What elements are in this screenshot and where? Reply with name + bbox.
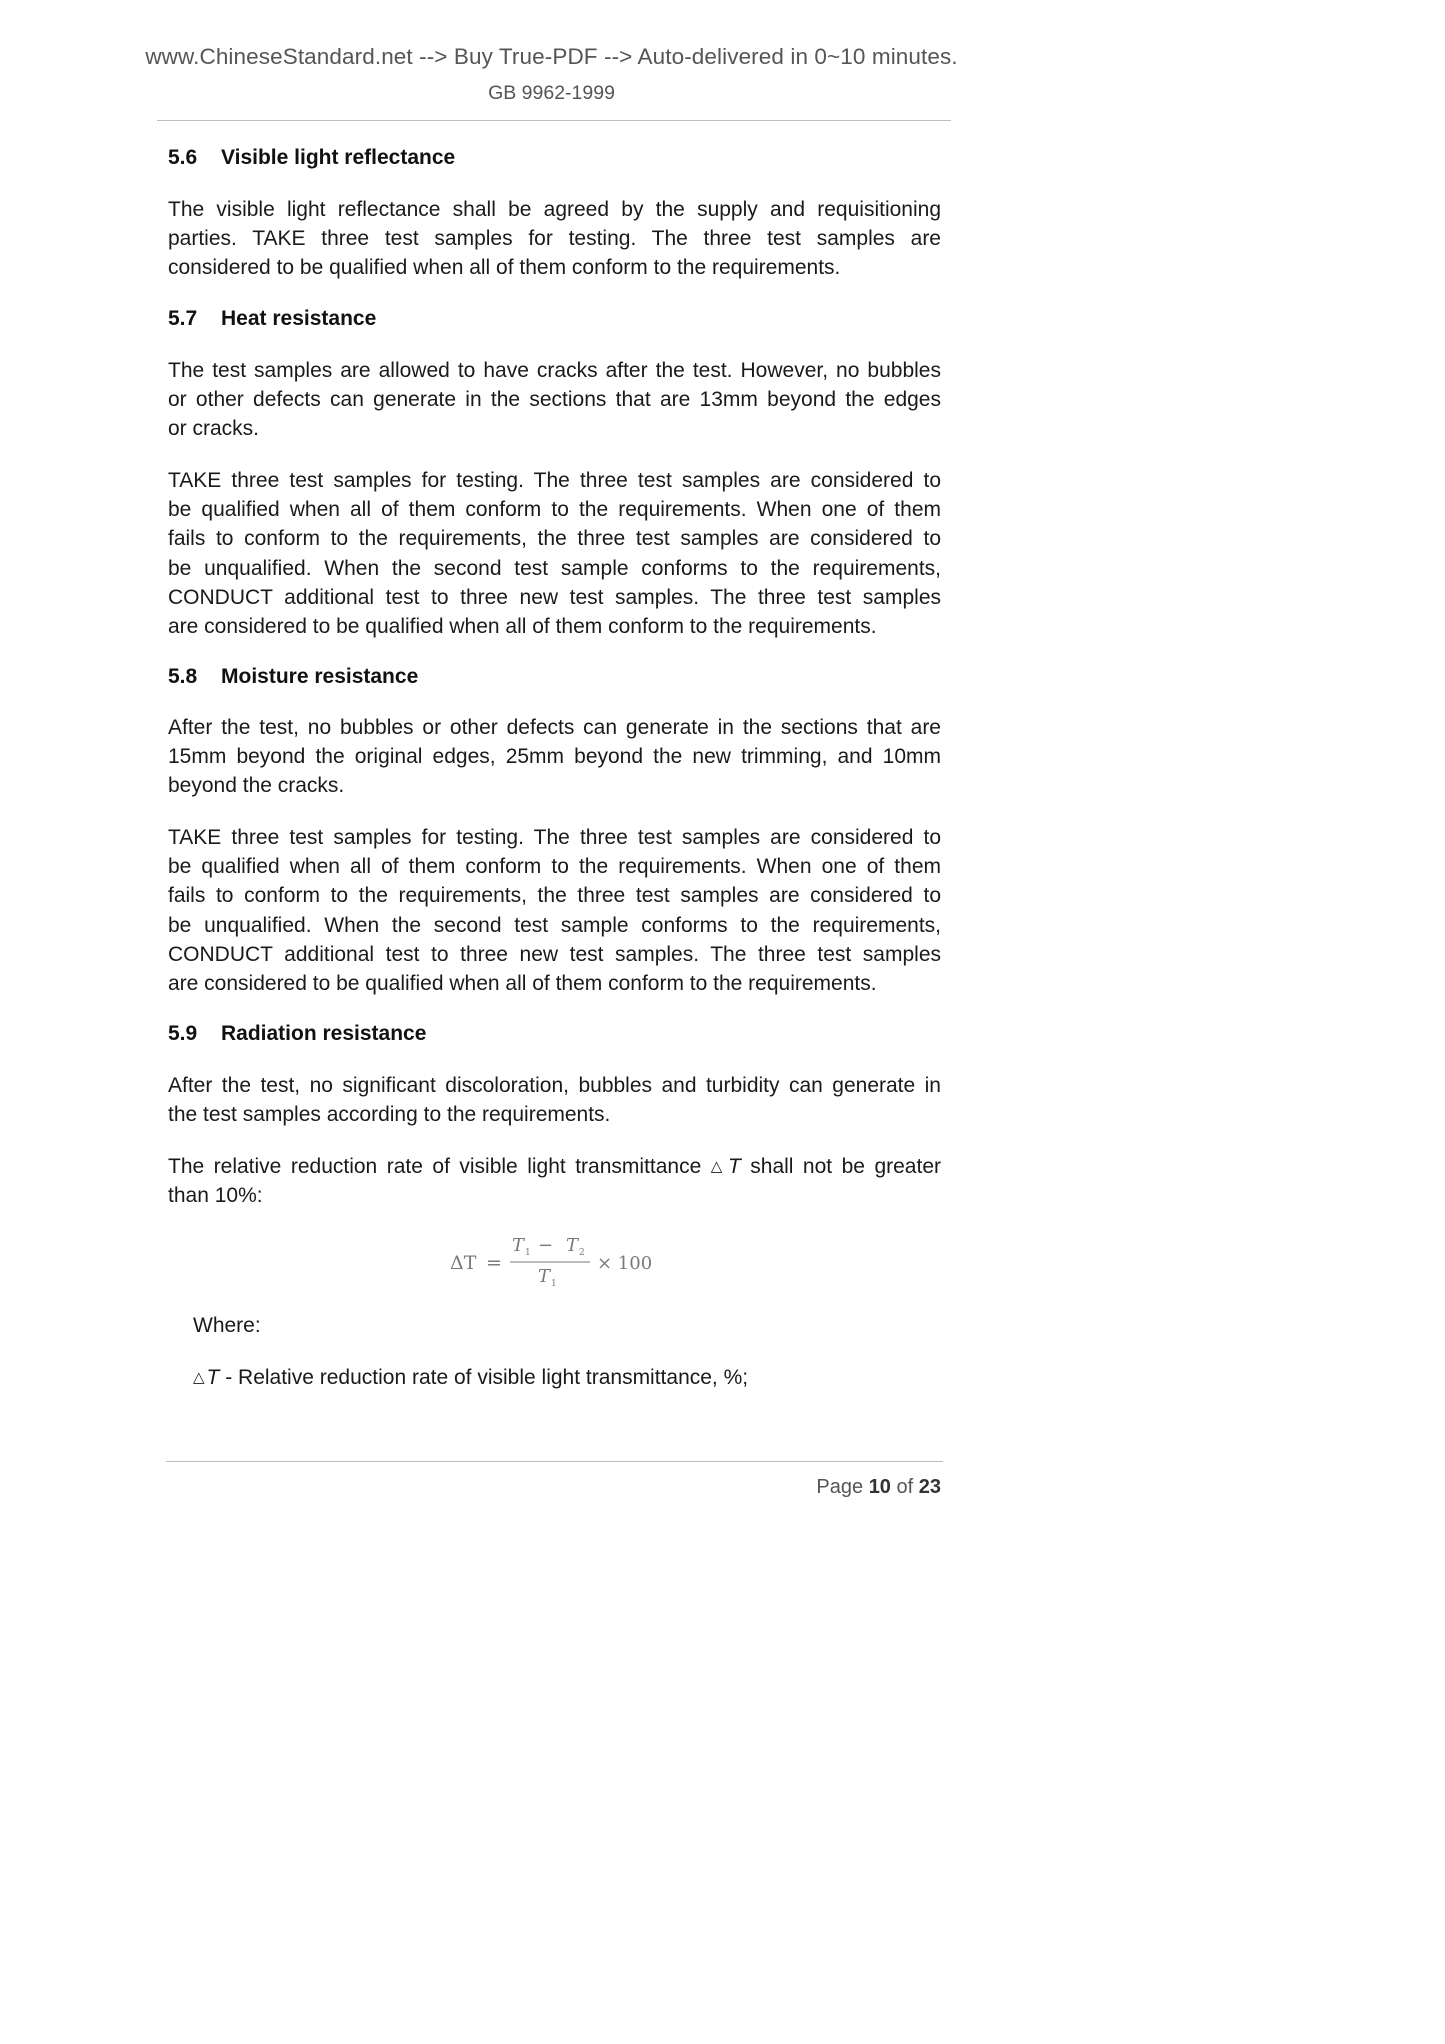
- section-number: 5.6: [168, 146, 198, 169]
- text-line: the test samples according to the requirements.: [168, 1103, 611, 1127]
- text-line: After the test, no significant discoloration, bubbles and turbidity can generate in: [168, 1074, 941, 1097]
- header-divider: [157, 120, 951, 121]
- formula-den-sub: 1: [551, 1279, 557, 1289]
- paragraph: [168, 1071, 941, 1129]
- paragraph: [168, 466, 941, 641]
- formula-num-b: T: [566, 1235, 579, 1256]
- section-heading-5-9: [168, 1022, 426, 1046]
- formula-lhs: ΔT: [450, 1252, 477, 1274]
- total-pages: 23: [918, 1476, 941, 1498]
- section-title: Heat resistance: [221, 307, 377, 330]
- text-line: are considered to be qualified when all of them conform to the requirements.: [168, 971, 877, 995]
- text-line: than 10%:: [168, 1184, 263, 1208]
- text-line: The test samples are allowed to have cracks after the test. However, no bubbles: [168, 359, 941, 382]
- text-line: TAKE three test samples for testing. The three test samples are considered to: [168, 826, 941, 849]
- header-standard-number: GB 9962-1999: [488, 82, 615, 104]
- section-title: Radiation resistance: [221, 1022, 427, 1045]
- text-line: fails to conform to the requirements, the three test samples are considered to: [168, 884, 941, 908]
- formula-minus: −: [538, 1235, 554, 1256]
- text-line: After the test, no bubbles or other defects can generate in the sections that are: [168, 716, 941, 739]
- paragraph: [168, 356, 941, 444]
- section-heading-5-6: [168, 146, 455, 170]
- of-word: of: [896, 1476, 914, 1498]
- text-line: 15mm beyond the original edges, 25mm beyond the new trimming, and 10mm: [168, 745, 941, 769]
- footer-divider: [166, 1461, 943, 1462]
- delta-symbol: △: [193, 1369, 205, 1386]
- formula-equals: =: [486, 1252, 502, 1274]
- text-line: The visible light reflectance shall be agreed by the supply and requisitioning: [168, 198, 941, 221]
- variable-definition: [193, 1366, 748, 1390]
- text-line: or cracks.: [168, 417, 260, 441]
- text-line: beyond the cracks.: [168, 774, 345, 798]
- text-line: parties. TAKE three test samples for testing. The three test samples are: [168, 227, 941, 251]
- section-heading-5-7: [168, 307, 376, 331]
- paragraph: [168, 195, 941, 283]
- definition-text: - Relative reduction rate of visible light transmittance, %;: [219, 1366, 749, 1389]
- text-line: be unqualified. When the second test sample conforms to the requirements,: [168, 556, 941, 580]
- text-line: or other defects can generate in the sections that are 13mm beyond the edges: [168, 388, 941, 412]
- section-title: Visible light reflectance: [221, 146, 456, 169]
- transmittance-formula: [450, 1232, 670, 1290]
- current-page: 10: [868, 1476, 891, 1498]
- where-label: Where:: [193, 1314, 261, 1337]
- variable-symbol: T: [727, 1155, 741, 1178]
- variable-symbol: T: [206, 1366, 220, 1389]
- paragraph: [168, 823, 941, 998]
- text-line: The relative reduction rate of visible light transmittance △T shall not be greater: [168, 1155, 941, 1178]
- paragraph: [168, 713, 941, 801]
- formula-den: T: [538, 1266, 551, 1287]
- text-line: considered to be qualified when all of them conform to the requirements.: [168, 256, 841, 280]
- section-number: 5.7: [168, 307, 198, 330]
- text-line: are considered to be qualified when all of them conform to the requirements.: [168, 614, 877, 638]
- text-line: be qualified when all of them conform to the requirements. When one of them: [168, 498, 941, 522]
- header-site-line[interactable]: www.ChineseStandard.net --> Buy True-PDF --> Auto-delivered in 0~10 minutes.: [145, 44, 958, 69]
- formula-num-a-sub: 1: [525, 1248, 531, 1258]
- text-line: be unqualified. When the second test sample conforms to the requirements,: [168, 913, 941, 937]
- page-number: [816, 1476, 941, 1499]
- section-number: 5.8: [168, 665, 198, 688]
- formula-num-a: T: [512, 1235, 525, 1256]
- delta-symbol: △: [710, 1158, 726, 1175]
- paragraph: [168, 1152, 941, 1210]
- section-title: Moisture resistance: [221, 665, 419, 688]
- text-line: CONDUCT additional test to three new test samples. The three test samples: [168, 942, 941, 966]
- text-line: be qualified when all of them conform to the requirements. When one of them: [168, 855, 941, 879]
- text-line: fails to conform to the requirements, the three test samples are considered to: [168, 527, 941, 551]
- text-line: CONDUCT additional test to three new test samples. The three test samples: [168, 585, 941, 609]
- formula-multiplier: × 100: [597, 1253, 653, 1274]
- text-line: TAKE three test samples for testing. The three test samples are considered to: [168, 469, 941, 492]
- page-word: Page: [816, 1476, 864, 1498]
- section-number: 5.9: [168, 1022, 198, 1045]
- section-heading-5-8: [168, 665, 418, 689]
- formula-num-b-sub: 2: [579, 1248, 585, 1258]
